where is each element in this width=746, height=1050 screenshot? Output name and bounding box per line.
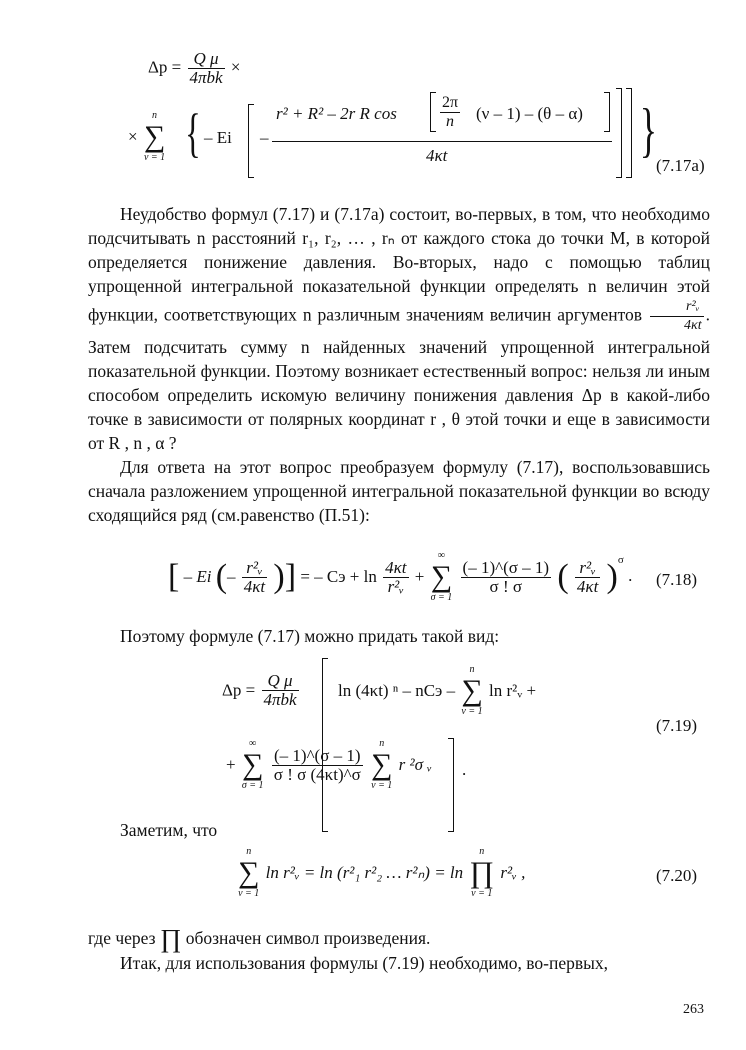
eq718-ei: – Ei bbox=[183, 567, 212, 586]
eq717a-times: × bbox=[230, 57, 241, 77]
paragraph-2: Для ответа на этот вопрос преобразуем формулу (7.17), воспользовавшись сначала разложением упрощенной интегральной показательной функции во всюду сходящийся ряд (см.равенство (П.51): bbox=[88, 457, 710, 525]
eq717a-fraction-line bbox=[272, 141, 612, 142]
eq717a-number: (7.17a) bbox=[656, 156, 705, 175]
eq719-sum3: n ∑ ν = 1 bbox=[371, 738, 393, 791]
equation-7-17a bbox=[148, 50, 240, 87]
eq717a-lhs: Δp = bbox=[148, 57, 182, 77]
eq717a-prefactor-fraction: $\frac{\text{Q μ}}{\text{4πbk}}$ bbox=[189, 49, 223, 87]
eq719-lhs: Δp = bbox=[222, 680, 256, 700]
paragraph1-fraction: $\frac{\text{r²ᵥ}}{4\kappa t}$ bbox=[650, 298, 704, 335]
equation-7-18: [ – Ei (– $\frac{\text{r²ᵥ}}{4\kappa t}$ )] = – Cэ + ln $\frac{4\kappa t}{\text{r²ᵥ}}$ + ∞ ∑ σ = 1 $\frac{(- 1)\^{}(\sigma - 1)}{\sigma ! \sigma}$ ( $\frac{\text{r²ᵥ}}{4\kappa t}$ )$^\sigma$ . bbox=[168, 550, 633, 603]
eq718-sum: ∞ ∑ σ = 1 bbox=[430, 550, 453, 603]
paragraph-1: Неудобство формул (7.17) и (7.17а) состоит, во-первых, в том, что необходимо подсчитывать n расстояний r₁, r₂, … , rₙ от каждого стока до точки M, в которой определяется понижение давления. Во-вторых, надо с помощью таблиц упрощенной интегральной показательной функции определять n величин этой функции, соответствующих n различным значениям величин аргументов $\frac{\text{r²ᵥ}}{4\kappa t}$ . Затем подсчитать сумму n найденных значений упрощенной интегральной показательной функции. Поэтому возникает естественный вопрос: нельзя ли иным способом определить искомую величину понижения давления Δp в какой-либо точке в зависимости от полярных координат r , θ этой точки и еще в зависимости от R , n , α ? Для ответа на этот вопрос преобразуем формулу (7.17), воспользовавшись сначала разложением упрощенной интегральной показательной функции во всюду сходящийся ряд (см.равенство (П.51): bbox=[88, 204, 711, 525]
eq720-number: (7.20) bbox=[656, 866, 698, 885]
paragraph-4: Заметим, что bbox=[120, 820, 218, 840]
eq718-ln-fraction: $\frac{4\kappa t}{\text{r²ᵥ}}$ bbox=[385, 557, 407, 596]
equation-7-20: n ∑ ν = 1 ln r²ᵥ = ln (r²₁ r²₂ … r²ₙ) = ln n ∏ ν = 1 r²ᵥ , bbox=[238, 846, 526, 899]
eq717a-right-bracket-outer bbox=[626, 88, 632, 178]
eq719-term-fraction: $\frac{(- 1)\^{}(\sigma - 1)}{\sigma ! \sigma (4\kappa t)\^{}\sigma}$ bbox=[273, 745, 361, 784]
equation-7-17a-line2 bbox=[128, 110, 167, 164]
eq718-arg-fraction: $\frac{\text{r²ᵥ}}{4\kappa t}$ bbox=[243, 557, 266, 596]
eq717a-cos-frac: $\frac{2\pi}{n}$ bbox=[442, 94, 459, 130]
paragraph-6: Итак, для использования формулы (7.19) необходимо, во-первых, bbox=[120, 953, 609, 973]
eq719-prefactor: $\frac{\text{Q μ}}{\text{4πbk}}$ bbox=[263, 671, 297, 709]
eq717a-minus: – bbox=[260, 128, 269, 147]
eq717a-left-bracket bbox=[248, 104, 254, 178]
eq719-sum2: ∞ ∑ σ = 1 bbox=[241, 738, 264, 791]
eq717a-numerator: r² + R² – 2r R cos bbox=[276, 104, 397, 123]
eq718-power-fraction: $\frac{\text{r²ᵥ}}{4\kappa t}$ bbox=[576, 557, 599, 596]
product-symbol: ∏ bbox=[159, 924, 182, 953]
eq717a-times2: × bbox=[128, 127, 138, 146]
eq717a-cos-bracket-left bbox=[430, 92, 436, 132]
eq718-rhs: = – Cэ + ln bbox=[300, 567, 377, 586]
eq720-sum: n ∑ ν = 1 bbox=[238, 846, 260, 899]
eq717a-denominator: 4κt bbox=[426, 146, 448, 165]
eq719-dot: . bbox=[462, 760, 467, 779]
equation-7-19-line1 bbox=[222, 672, 301, 709]
eq720-product: n ∏ ν = 1 bbox=[469, 846, 495, 899]
eq718-number: (7.18) bbox=[656, 570, 698, 589]
eq717a-left-brace: { bbox=[185, 103, 201, 163]
eq717a-right-brace: } bbox=[639, 97, 658, 163]
eq719-number: (7.19) bbox=[656, 716, 698, 735]
eq717a-cos-bracket-right bbox=[604, 92, 610, 132]
equation-7-19-line1b: ln (4κt) ⁿ – nCэ – n ∑ ν = 1 ln r²ᵥ + bbox=[338, 664, 537, 717]
equation-7-19-line2: + ∞ ∑ σ = 1 $\frac{(- 1)\^{}(\sigma - 1)}{\sigma ! \sigma (4\kappa t)\^{}\sigma}$ n ∑ ν = 1 r ²σ ᵥ bbox=[226, 738, 433, 791]
eq718-term-fraction: $\frac{(- 1)\^{}(\sigma - 1)}{\sigma ! \sigma}$ bbox=[462, 557, 550, 596]
eq717a-sum: n ∑ ν = 1 bbox=[143, 110, 166, 163]
eq717a-ei: – Ei bbox=[204, 128, 232, 147]
paragraph-3: Поэтому формуле (7.17) можно придать такой вид: bbox=[120, 626, 500, 646]
page-number: 263 bbox=[683, 1002, 704, 1017]
eq717a-right-bracket bbox=[616, 88, 622, 178]
eq717a-cos-rest: (ν – 1) – (θ – α) bbox=[476, 104, 583, 123]
eq719-sum1: n ∑ ν = 1 bbox=[461, 664, 483, 717]
paragraph-5: где через ∏ обозначен символ произведения. Итак, для использования формулы (7.19) необходимо, во-первых, bbox=[88, 926, 710, 975]
